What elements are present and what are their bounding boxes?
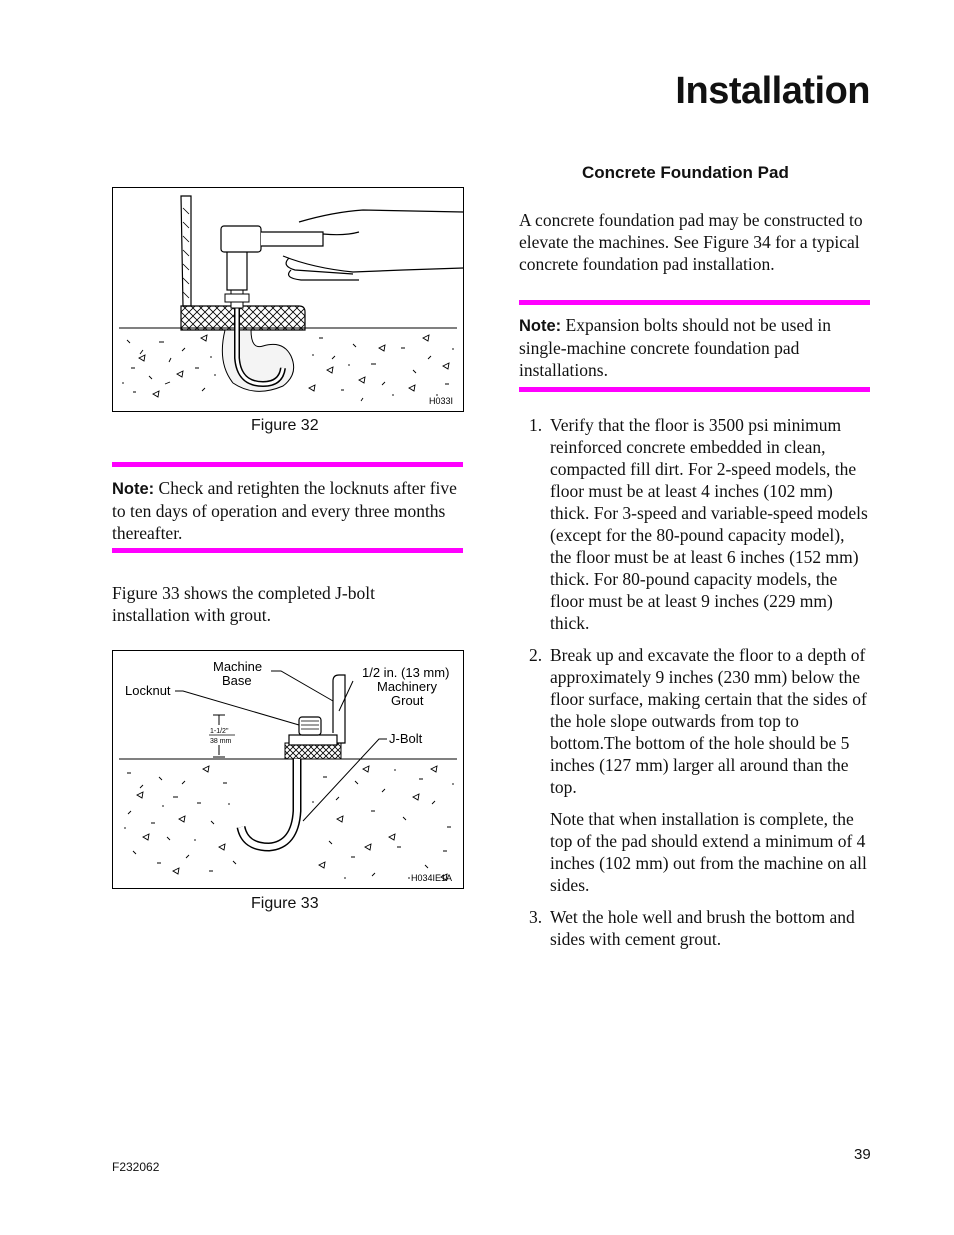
list-item — [519, 644, 869, 896]
section-intro: A concrete foundation pad may be constructed to elevate the machines. See Figure 34 for a typical concrete foundation pad installation. — [519, 210, 863, 274]
note-1-top-rule — [112, 462, 463, 467]
figure-32-caption: Figure 32 — [251, 417, 319, 434]
step-number: 3. — [529, 907, 543, 927]
label-grout-line3: Grout — [391, 693, 424, 708]
figure-32-code: H033I — [429, 396, 454, 406]
note-1-label: Note: — [112, 480, 155, 498]
label-jbolt: J-Bolt — [389, 731, 423, 746]
step-text: Wet the hole well and brush the bottom and sides with cement grout. — [550, 907, 855, 949]
figure-33-intro: Figure 33 shows the completed J-bolt installation with grout. — [112, 583, 375, 625]
steps-list — [519, 414, 869, 960]
figure-33-caption: Figure 33 — [251, 895, 319, 912]
dimension-inches: 1-1/2" — [210, 728, 229, 735]
note-1-bottom-rule — [112, 548, 463, 553]
step-number: 1. — [529, 415, 543, 435]
step-text: Break up and excavate the floor to a depth of approximately 9 inches (230 mm) below the floor surface, making certain that the sides of the hole slope outwards from top to bottom.The bottom of the hole should be 5 inches (127 mm) larger all around than the top. — [550, 645, 867, 797]
page-number: 39 — [854, 1146, 871, 1163]
figure-33-code: H034IE1A — [411, 873, 453, 883]
note-2-bottom-rule — [519, 387, 870, 392]
label-grout-line1: 1/2 in. (13 mm) — [362, 665, 450, 680]
note-2-top-rule — [519, 300, 870, 305]
step-number: 2. — [529, 645, 543, 665]
document-code: F232062 — [112, 1160, 160, 1174]
list-item — [519, 906, 869, 950]
figure-33 — [112, 650, 464, 889]
step-subtext: Note that when installation is complete, the top of the pad should extend a minimum of 4 inches (102 mm) out from the machine on all sides. — [550, 809, 867, 895]
note-1-text: Check and retighten the locknuts after five to ten days of operation and every three months thereafter. — [112, 478, 457, 543]
page-title: Installation — [675, 70, 870, 112]
section-heading: Concrete Foundation Pad — [582, 163, 789, 182]
label-machine: Machine — [213, 659, 263, 674]
label-grout-line2: Machinery — [377, 679, 437, 694]
step-text: Verify that the floor is 3500 psi minimum reinforced concrete embedded in clean, compacted fill dirt. For 2-speed models, the floor must be at least 4 inches (102 mm) thick. For 3-speed and variable-speed models (except for the 80-pound capacity model), the floor must be at least 6 inches (152 mm) thick. For 80-pound capacity models, the floor must be at least 9 inches (229 mm) thick. — [550, 415, 868, 633]
note-2-label: Note: — [519, 317, 562, 335]
dimension-mm: 38 mm — [210, 738, 232, 745]
figure-33-illustration — [113, 651, 463, 888]
note-2 — [519, 314, 844, 381]
figure-32-illustration — [113, 188, 463, 411]
label-base: Base — [222, 673, 252, 688]
figure-32 — [112, 187, 464, 412]
note-1 — [112, 477, 462, 544]
label-locknut: Locknut — [125, 683, 171, 698]
list-item — [519, 414, 869, 634]
note-2-text: Expansion bolts should not be used in single-machine concrete foundation pad installations. — [519, 315, 831, 380]
